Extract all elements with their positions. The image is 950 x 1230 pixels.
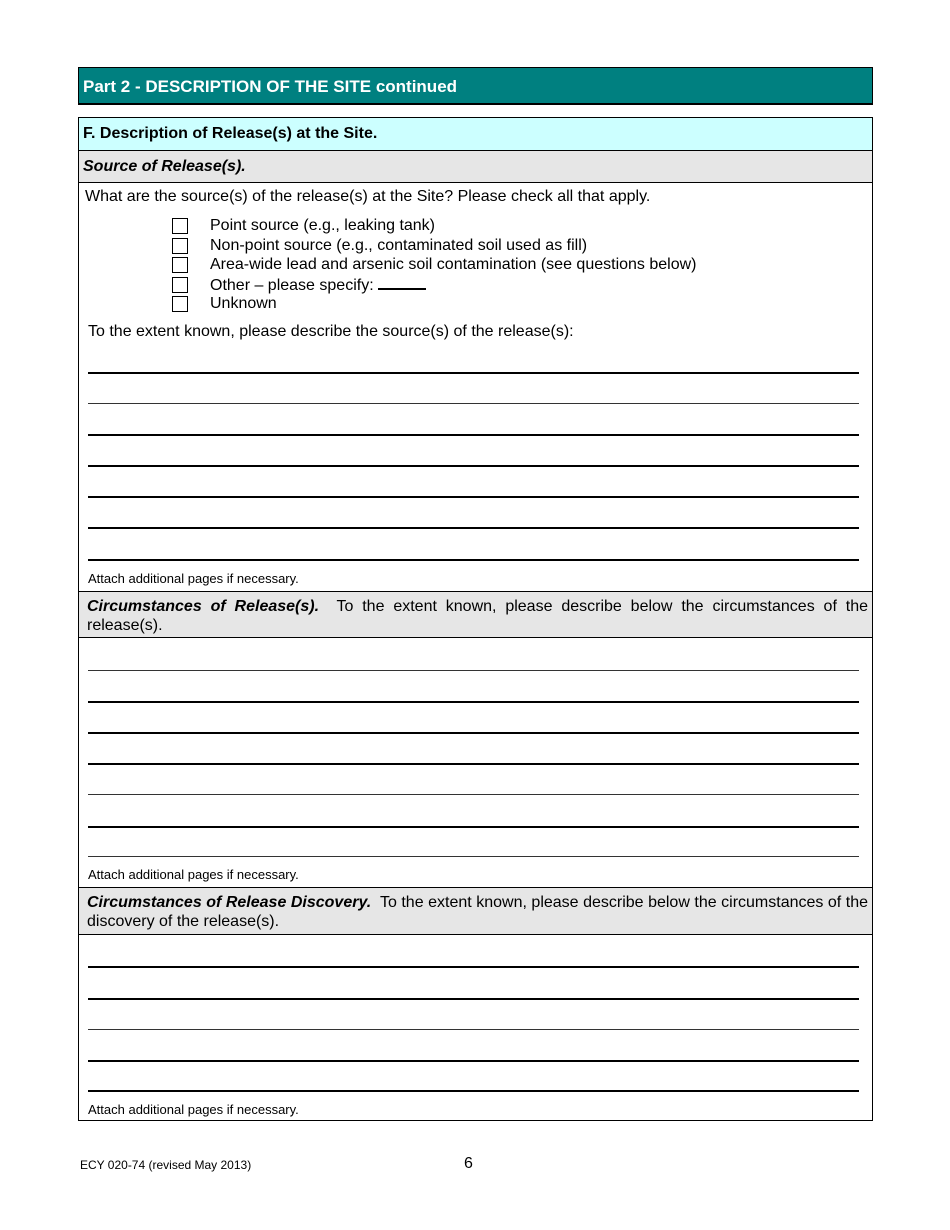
source-answer-line[interactable] (88, 465, 859, 467)
checkbox-point-source[interactable] (172, 218, 188, 234)
discovery-answer-line[interactable] (88, 966, 859, 968)
circumstances-answer-line[interactable] (88, 826, 859, 828)
circumstances-instructions: To the extent known, please describe below the circumstances of the release(s). (87, 598, 868, 634)
form-id: ECY 020-74 (revised May 2013) (80, 1158, 252, 1172)
checkbox-unknown[interactable] (172, 296, 188, 312)
part-header (78, 67, 873, 105)
circumstances-heading: Circumstances of Release(s). (87, 598, 320, 615)
circumstances-answer-line[interactable] (88, 794, 859, 795)
source-of-release-header (79, 151, 872, 183)
part-header-title: Part 2 - DESCRIPTION OF THE SITE continued (83, 77, 458, 96)
circumstances-answer-line[interactable] (88, 701, 859, 703)
discovery-answer-line[interactable] (88, 1029, 859, 1030)
source-answer-line[interactable] (88, 527, 859, 529)
source-answer-line[interactable] (88, 496, 859, 498)
option-label: Area-wide lead and arsenic soil contamination (see questions below) (210, 256, 697, 274)
page-number: 6 (464, 1155, 473, 1172)
source-heading: Source of Release(s). (83, 158, 246, 175)
circumstances-text-block (87, 597, 868, 635)
checkbox-area-wide[interactable] (172, 257, 188, 273)
option-label-wrap (210, 276, 426, 295)
attach-note: Attach additional pages if necessary. (88, 867, 299, 882)
attach-note: Attach additional pages if necessary. (88, 1102, 299, 1117)
attach-note: Attach additional pages if necessary. (88, 571, 299, 586)
discovery-header (79, 887, 872, 935)
discovery-answer-line[interactable] (88, 1090, 859, 1092)
discovery-instructions: To the extent known, please describe below the circumstances of the discovery of the release(s). (87, 894, 869, 930)
checkbox-other[interactable] (172, 277, 188, 293)
option-label: Unknown (210, 295, 277, 313)
option-label: Point source (e.g., leaking tank) (210, 217, 436, 234)
source-answer-line[interactable] (88, 372, 859, 374)
option-label: Non-point source (e.g., contaminated soil used as fill) (210, 236, 588, 254)
circumstances-answer-line[interactable] (88, 763, 859, 765)
source-answer-line[interactable] (88, 559, 859, 561)
circumstances-answer-line[interactable] (88, 670, 859, 671)
other-specify-field[interactable] (378, 276, 426, 290)
checkbox-non-point-source[interactable] (172, 238, 188, 254)
circumstances-header (79, 591, 872, 638)
discovery-heading: Circumstances of Release Discovery. (87, 894, 372, 911)
describe-source-prompt: To the extent known, please describe the source(s) of the release(s): (88, 323, 574, 340)
circumstances-answer-line[interactable] (88, 856, 859, 857)
section-f-header (79, 118, 872, 151)
circumstances-answer-line[interactable] (88, 732, 859, 734)
option-label: Other – please specify: (210, 276, 374, 294)
source-answer-line[interactable] (88, 403, 859, 404)
section-f-title: F. Description of Release(s) at the Site. (83, 125, 378, 142)
discovery-text-block (87, 893, 868, 931)
discovery-answer-line[interactable] (88, 998, 859, 1000)
discovery-answer-line[interactable] (88, 1060, 859, 1062)
release-description-form (78, 117, 873, 1121)
source-question: What are the source(s) of the release(s) at the Site? Please check all that apply. (85, 188, 651, 205)
source-answer-line[interactable] (88, 434, 859, 436)
